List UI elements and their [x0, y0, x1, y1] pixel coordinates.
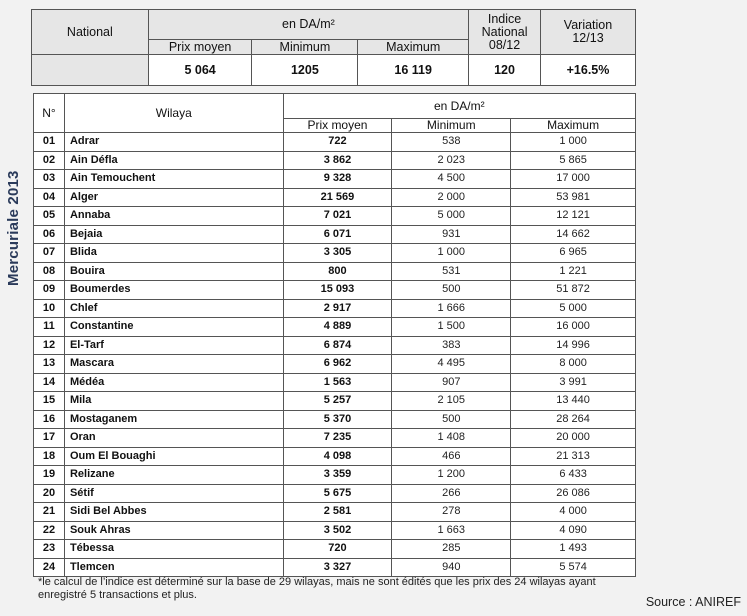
- row-number: 04: [34, 188, 65, 207]
- row-number: 02: [34, 151, 65, 170]
- row-wilaya-name: Relizane: [64, 466, 283, 485]
- row-max-price: 5 574: [511, 558, 636, 577]
- row-min-price: 500: [392, 281, 511, 300]
- row-number: 10: [34, 299, 65, 318]
- row-wilaya-name: Annaba: [64, 207, 283, 226]
- row-max-price: 6 965: [511, 244, 636, 263]
- row-min-price: 1 500: [392, 318, 511, 337]
- row-avg-price: 6 071: [283, 225, 392, 244]
- row-max-price: 1 493: [511, 540, 636, 559]
- table-row: [34, 503, 636, 522]
- wilaya-table: [33, 93, 636, 577]
- side-title: [2, 146, 26, 286]
- row-min-price: 2 105: [392, 392, 511, 411]
- row-avg-price: 3 359: [283, 466, 392, 485]
- national-col-avg: Prix moyen: [148, 40, 252, 55]
- row-avg-price: 9 328: [283, 170, 392, 189]
- row-max-price: 1 000: [511, 133, 636, 152]
- row-wilaya-name: Sidi Bel Abbes: [64, 503, 283, 522]
- row-number: 18: [34, 447, 65, 466]
- table-row: [34, 521, 636, 540]
- row-wilaya-name: Constantine: [64, 318, 283, 337]
- national-table: [31, 9, 636, 86]
- row-number: 14: [34, 373, 65, 392]
- table-row: [34, 392, 636, 411]
- row-min-price: 2 023: [392, 151, 511, 170]
- row-wilaya-name: Blida: [64, 244, 283, 263]
- row-number: 12: [34, 336, 65, 355]
- side-title-text: Mercuriale 2013: [5, 170, 22, 286]
- row-min-price: 285: [392, 540, 511, 559]
- table-row: [34, 133, 636, 152]
- row-max-price: 12 121: [511, 207, 636, 226]
- table-row: [34, 447, 636, 466]
- row-min-price: 2 000: [392, 188, 511, 207]
- row-min-price: 1 200: [392, 466, 511, 485]
- row-avg-price: 6 962: [283, 355, 392, 374]
- source-credit: Source : ANIREF: [645, 595, 741, 609]
- row-avg-price: 5 675: [283, 484, 392, 503]
- row-max-price: 20 000: [511, 429, 636, 448]
- row-min-price: 1 663: [392, 521, 511, 540]
- row-min-price: 4 495: [392, 355, 511, 374]
- row-min-price: 940: [392, 558, 511, 577]
- national-col-min: Minimum: [252, 40, 358, 55]
- row-number: 05: [34, 207, 65, 226]
- row-max-price: 3 991: [511, 373, 636, 392]
- row-max-price: 51 872: [511, 281, 636, 300]
- row-avg-price: 4 889: [283, 318, 392, 337]
- row-wilaya-name: Bouira: [64, 262, 283, 281]
- row-wilaya-name: Boumerdes: [64, 281, 283, 300]
- row-max-price: 4 090: [511, 521, 636, 540]
- row-wilaya-name: Mila: [64, 392, 283, 411]
- row-max-price: 21 313: [511, 447, 636, 466]
- table-row: [34, 558, 636, 577]
- row-max-price: 8 000: [511, 355, 636, 374]
- table-row: [34, 151, 636, 170]
- row-number: 09: [34, 281, 65, 300]
- row-max-price: 13 440: [511, 392, 636, 411]
- row-avg-price: 7 021: [283, 207, 392, 226]
- indice-header: Indice National 08/12: [469, 10, 541, 55]
- row-avg-price: 722: [283, 133, 392, 152]
- row-wilaya-name: Sétif: [64, 484, 283, 503]
- row-number: 08: [34, 262, 65, 281]
- table-row: [34, 373, 636, 392]
- row-max-price: 1 221: [511, 262, 636, 281]
- table-row: [34, 188, 636, 207]
- row-avg-price: 4 098: [283, 447, 392, 466]
- table-row: [34, 484, 636, 503]
- row-number: 24: [34, 558, 65, 577]
- row-wilaya-name: Tlemcen: [64, 558, 283, 577]
- row-max-price: 28 264: [511, 410, 636, 429]
- row-number: 06: [34, 225, 65, 244]
- row-number: 01: [34, 133, 65, 152]
- row-min-price: 500: [392, 410, 511, 429]
- row-number: 19: [34, 466, 65, 485]
- row-min-price: 1 666: [392, 299, 511, 318]
- row-wilaya-name: Tébessa: [64, 540, 283, 559]
- table-row: [34, 540, 636, 559]
- national-unit-header: en DA/m²: [148, 10, 468, 40]
- row-max-price: 14 662: [511, 225, 636, 244]
- national-col-max: Maximum: [358, 40, 469, 55]
- row-avg-price: 21 569: [283, 188, 392, 207]
- row-avg-price: 720: [283, 540, 392, 559]
- row-min-price: 383: [392, 336, 511, 355]
- table-row: [34, 244, 636, 263]
- row-wilaya-name: Bejaia: [64, 225, 283, 244]
- row-avg-price: 1 563: [283, 373, 392, 392]
- row-avg-price: 800: [283, 262, 392, 281]
- row-min-price: 1 408: [392, 429, 511, 448]
- col-header-avg: Prix moyen: [283, 119, 392, 133]
- row-wilaya-name: Ain Temouchent: [64, 170, 283, 189]
- row-wilaya-name: Oum El Bouaghi: [64, 447, 283, 466]
- row-min-price: 907: [392, 373, 511, 392]
- row-avg-price: 3 327: [283, 558, 392, 577]
- row-min-price: 538: [392, 133, 511, 152]
- national-avg-value: 5 064: [148, 55, 252, 86]
- row-max-price: 5 000: [511, 299, 636, 318]
- table-row: [34, 225, 636, 244]
- row-avg-price: 3 305: [283, 244, 392, 263]
- row-wilaya-name: Mostaganem: [64, 410, 283, 429]
- row-avg-price: 2 581: [283, 503, 392, 522]
- table-row: [34, 336, 636, 355]
- row-number: 15: [34, 392, 65, 411]
- row-max-price: 6 433: [511, 466, 636, 485]
- table-row: [34, 299, 636, 318]
- row-min-price: 1 000: [392, 244, 511, 263]
- row-wilaya-name: Alger: [64, 188, 283, 207]
- table-row: [34, 410, 636, 429]
- row-avg-price: 5 370: [283, 410, 392, 429]
- row-number: 03: [34, 170, 65, 189]
- row-max-price: 4 000: [511, 503, 636, 522]
- col-header-max: Maximum: [511, 119, 636, 133]
- table-row: [34, 429, 636, 448]
- national-indice-value: 120: [469, 55, 541, 86]
- table-row: [34, 170, 636, 189]
- national-variation-value: +16.5%: [541, 55, 636, 86]
- wilaya-table-body: [34, 133, 636, 577]
- row-number: 07: [34, 244, 65, 263]
- row-min-price: 466: [392, 447, 511, 466]
- row-number: 23: [34, 540, 65, 559]
- row-number: 22: [34, 521, 65, 540]
- row-min-price: 4 500: [392, 170, 511, 189]
- row-avg-price: 2 917: [283, 299, 392, 318]
- row-avg-price: 15 093: [283, 281, 392, 300]
- row-avg-price: 6 874: [283, 336, 392, 355]
- table-row: [34, 262, 636, 281]
- row-min-price: 5 000: [392, 207, 511, 226]
- table-row: [34, 207, 636, 226]
- variation-header: Variation 12/13: [541, 10, 636, 55]
- col-header-min: Minimum: [392, 119, 511, 133]
- row-min-price: 931: [392, 225, 511, 244]
- row-max-price: 16 000: [511, 318, 636, 337]
- col-header-no: N°: [34, 94, 65, 133]
- row-wilaya-name: Adrar: [64, 133, 283, 152]
- col-header-unit: en DA/m²: [283, 94, 635, 119]
- row-wilaya-name: Ain Défla: [64, 151, 283, 170]
- table-row: [34, 318, 636, 337]
- row-avg-price: 3 862: [283, 151, 392, 170]
- row-max-price: 5 865: [511, 151, 636, 170]
- row-avg-price: 7 235: [283, 429, 392, 448]
- row-wilaya-name: Chlef: [64, 299, 283, 318]
- row-avg-price: 5 257: [283, 392, 392, 411]
- row-wilaya-name: Médéa: [64, 373, 283, 392]
- table-row: [34, 466, 636, 485]
- footnote: *le calcul de l’indice est déterminé sur la base de 29 wilayas, mais ne sont édités que les prix des 24 wilayas ayant enregistré 5 transactions et plus.: [38, 576, 596, 601]
- row-wilaya-name: Oran: [64, 429, 283, 448]
- row-wilaya-name: Mascara: [64, 355, 283, 374]
- row-number: 16: [34, 410, 65, 429]
- national-empty-cell: [32, 55, 149, 86]
- row-wilaya-name: Souk Ahras: [64, 521, 283, 540]
- row-max-price: 53 981: [511, 188, 636, 207]
- table-row: [34, 281, 636, 300]
- row-number: 11: [34, 318, 65, 337]
- row-max-price: 17 000: [511, 170, 636, 189]
- row-min-price: 531: [392, 262, 511, 281]
- row-avg-price: 3 502: [283, 521, 392, 540]
- row-number: 20: [34, 484, 65, 503]
- row-number: 17: [34, 429, 65, 448]
- national-max-value: 16 119: [358, 55, 469, 86]
- col-header-wilaya: Wilaya: [64, 94, 283, 133]
- row-min-price: 278: [392, 503, 511, 522]
- row-max-price: 26 086: [511, 484, 636, 503]
- row-max-price: 14 996: [511, 336, 636, 355]
- table-row: [34, 355, 636, 374]
- national-min-value: 1205: [252, 55, 358, 86]
- row-number: 13: [34, 355, 65, 374]
- row-wilaya-name: El-Tarf: [64, 336, 283, 355]
- row-min-price: 266: [392, 484, 511, 503]
- row-number: 21: [34, 503, 65, 522]
- national-label: National: [32, 10, 149, 55]
